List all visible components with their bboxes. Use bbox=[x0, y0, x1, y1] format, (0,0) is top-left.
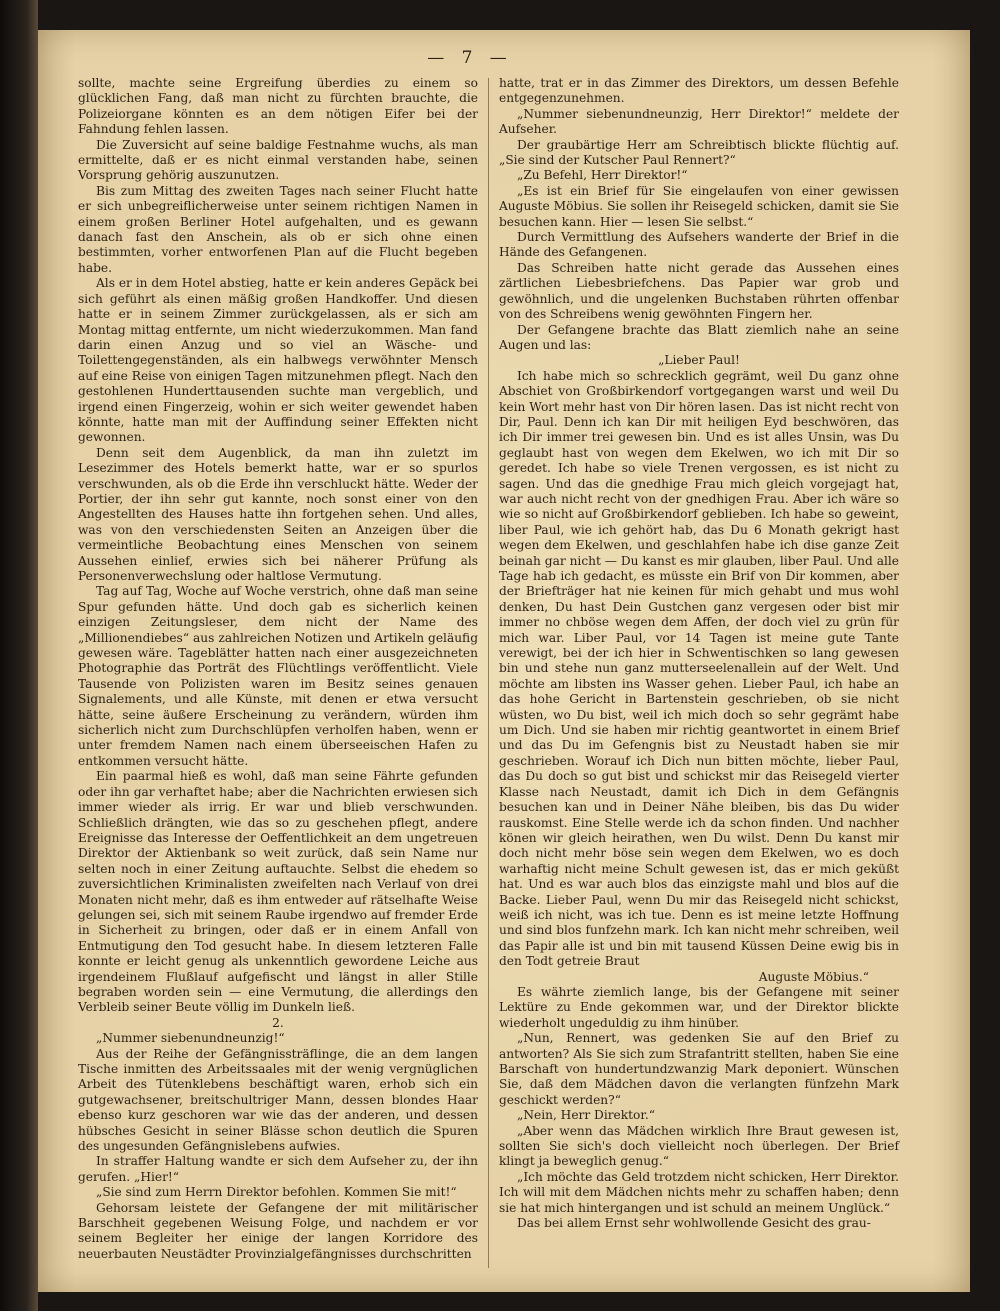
book-spine bbox=[0, 0, 38, 1311]
paragraph: „Nummer siebenundneunzig, Herr Direktor!“ meldete der Aufseher. bbox=[499, 106, 899, 137]
paragraph: Bis zum Mittag des zweiten Tages nach seiner Flucht hatte er sich unbegreiflicherweise unter seinem richtigen Namen in einem großen Berliner Hotel aufgehalten, und es gewann danach fast den Anschein, als ob er sich ohne einen bestimmten, vorher entworfenen Plan auf die Flucht begeben habe. bbox=[78, 183, 478, 275]
paragraph: Tag auf Tag, Woche auf Woche verstrich, ohne daß man seine Spur gefunden hätte. Und doch gab es sicherlich keinen einzigen Zeitungsleser, dem nicht der Name des „Millionendiebes“ aus zahlreichen Notizen und Artikeln geläufig gewesen wäre. Tageblätter hatten nach einer ausgezeichneten Photographie das Porträt des Flüchtlings veröffentlicht. Viele Tausende von Polizisten waren im Besitz seines genauen Signalements, und alle Künste, mit denen er etwa versucht hätte, seine äußere Erscheinung zu verändern, würden ihm sicherlich nicht zum Durchschlüpfen verholfen haben, wenn er unter fremdem Namen nach einem überseeischen Hafen zu entkommen versucht hätte. bbox=[78, 584, 478, 768]
paragraph: Als er in dem Hotel abstieg, hatte er kein anderes Gepäck bei sich geführt als einen mäßig großen Handkoffer. Und diesen hatte er in seinem Zimmer zurückgelassen, als er sich am Montag mittag entfernte, um nicht wiederzukommen. Man fand darin einen Anzug und so viel an Wäsche- und Toilettengegenständen, als ein halbwegs verwöhnter Mensch auf eine Reise von einigen Tagen mitzunehmen pflegt. Nach den gestohlenen Hunderttausenden suchte man vergeblich, und irgend einen Fingerzeig, wohin er sich weiter gewendet haben könnte, hatte man mit der Auffindung seiner Effekten nicht gewonnen. bbox=[78, 276, 478, 445]
paragraph: Ein paarmal hieß es wohl, daß man seine Fährte gefunden oder ihn gar verhaftet habe; aber die Nachrichten erwiesen sich immer wieder als irrig. Er war und blieb verschwunden. Schließlich drängten, wie das so zu geschehen pflegt, andere Ereignisse das Interesse der Oeffentlichkeit an dem ungetreuen Direktor der Aktienbank so weit zurück, daß sein Name nur selten noch in einer Zeitung auftauchte. Selbst die ehedem so zuversichtlichen Kriminalisten zweifelten nach Verlauf von drei Monaten nicht mehr, daß es ihm entweder auf rätselhafte Weise gelungen sei, sich mit seinem Raube irgendwo auf fremder Erde in Sicherheit zu bringen, oder daß er in einem Anfall von Entmutigung den Tod gesucht habe. In diesem letzteren Falle konnte er leicht genug als unkenntlich gewordene Leiche aus irgendeinem Flußlauf aufgefischt und längst in aller Stille begraben worden sein — eine Vermutung, die allerdings den Verbleib seiner Beute völlig im Dunkeln ließ. bbox=[78, 769, 478, 1015]
paragraph: „Ich möchte das Geld trotzdem nicht schicken, Herr Direktor. Ich will mit dem Mädchen nichts mehr zu schaffen haben; denn sie hat mich hintergangen und ist schuld an meinem Unglück.“ bbox=[499, 1169, 899, 1215]
letter-salutation: „Lieber Paul! bbox=[658, 353, 740, 368]
paragraph: Der Gefangene brachte das Blatt ziemlich nahe an seine Augen und las: bbox=[499, 322, 899, 352]
paragraph: Das Schreiben hatte nicht gerade das Aussehen eines zärtlichen Liebesbriefchens. Das Papier war grob und gewöhnlich, und die ungelenken Buchstaben rührten offenbar von des Schreibens wenig gewöhnten Fingern her. bbox=[499, 260, 899, 322]
paragraph: „Nein, Herr Direktor.“ bbox=[517, 1108, 655, 1123]
paragraph: Es währte ziemlich lange, bis der Gefangene mit seiner Lektüre zu Ende gekommen war, und der Direktor blickte wiederholt ungeduldig zu ihm hinüber. bbox=[499, 984, 899, 1030]
letter-signature: Auguste Möbius.“ bbox=[758, 969, 869, 984]
paragraph: „Zu Befehl, Herr Direktor!“ bbox=[517, 168, 688, 183]
paragraph: hatte, trat er in das Zimmer des Direktors, um dessen Befehle entgegenzunehmen. bbox=[499, 76, 899, 106]
paragraph: „Es ist ein Brief für Sie eingelaufen von einer gewissen Auguste Möbius. Sie sollen ihr Reisegeld schicken, damit sie Sie besuchen kann. Hier — lesen Sie selbst.“ bbox=[499, 183, 899, 229]
paragraph: Denn seit dem Augenblick, da man ihn zuletzt im Lesezimmer des Hotels bemerkt hatte, war er so spurlos verschwunden, als ob die Erde ihn verschluckt hätte. Weder der Portier, der ihn sehr gut kannte, noch sonst einer von den Angestellten des Hauses hatte ihn fortgehen sehen. Und alles, was von den verschiedensten Seiten an Anzeigen über die vermeintliche Beobachtung eines Menschen von seinem Aussehen einlief, erwies sich bei näherer Prüfung als Personenverwechslung oder haltlose Vermutung. bbox=[78, 445, 478, 583]
paragraph: Durch Vermittlung des Aufsehers wanderte der Brief in die Hände des Gefangenen. bbox=[499, 230, 899, 260]
paragraph: Der graubärtige Herr am Schreibtisch blickte flüchtig auf. „Sie sind der Kutscher Paul Rennert?“ bbox=[499, 137, 899, 168]
paragraph: sollte, machte seine Ergreifung überdies zu einem so glücklichen Fang, daß man nicht zu fürchten brauchte, die Polizeiorgane könnten es an dem nötigen Eifer bei der Fahndung fehlen lassen. bbox=[78, 76, 478, 137]
section-number: 2. bbox=[272, 1015, 284, 1030]
right-column bbox=[499, 76, 899, 1231]
paragraph: Das bei allem Ernst sehr wohlwollende Gesicht des grau- bbox=[517, 1216, 871, 1231]
column-divider bbox=[488, 78, 489, 1268]
paragraph: Die Zuversicht auf seine baldige Festnahme wuchs, als man ermittelte, daß er es nicht einmal verstanden habe, seinen Vorsprung gehörig auszunutzen. bbox=[78, 137, 478, 183]
paragraph: Gehorsam leistete der Gefangene der mit militärischer Barschheit gegebenen Weisung Folge, und nachdem er vor seinem Begleiter her einige der langen Korridore des neuerbauten Neustädter Provinzialgefängnisses durchschritten bbox=[78, 1200, 478, 1261]
left-column bbox=[78, 76, 478, 1262]
paragraph: Aus der Reihe der Gefängnissträflinge, die an dem langen Tische inmitten des Arbeitssaales mit der wenig vergnüglichen Arbeit des Tütenklebens beschäftigt waren, erhob sich ein gutgewachsener, breitschultriger Mann, dessen blondes Haar ebenso kurz geschoren war wie das der anderen, und dessen hübsches Gesicht in seiner Blässe schon deutlich die Spuren des ungesunden Gefängnislebens aufwies. bbox=[78, 1046, 478, 1154]
paragraph: „Nun, Rennert, was gedenken Sie auf den Brief zu antworten? Als Sie sich zum Strafantritt stellten, haben Sie eine Barschaft von hundertundzwanzig Mark deponiert. Wünschen Sie, daß dem Mädchen davon die verlangten fünfzehn Mark geschickt werden?“ bbox=[499, 1031, 899, 1107]
paragraph: „Aber wenn das Mädchen wirklich Ihre Braut gewesen ist, sollten Sie sich's doch vielleicht noch überlegen. Der Brief klingt ja beweglich genug.“ bbox=[499, 1123, 899, 1169]
letter-body: Ich habe mich so schrecklich gegrämt, weil Du ganz ohne Abschiet von Großbirkendorf vortgegangen warst und weil Du kein Wort mehr hast von Dir hören lasen. Das ist nicht recht von Dir, Paul. Denn ich kan Dir mit heiligen Eyd beschwören, das ich Dir immer trei gewesen bin. Und es ist alles Unsin, was Du geglaubt hast von wegen dem Ekelwen, wo ich mit Dir so geredet. Ich habe so viele Trenen vergossen, es ist nicht zu sagen. Und das die gnedhige Frau mich gleich vorgejagt hat, war auch nicht recht von der gnedhigen Frau. Aber ich wäre so wie so nicht auf Großbirkendorf geblieben. Ich habe so geweint, liber Paul, wie ich gehört hab, das Du 6 Monath gekrigt hast wegen dem Ekelwen, und geschlahfen habe ich dise ganze Zeit beinah gar nicht — Du kanst es mir glauben, liber Paul. Und alle Tage hab ich gedacht, es müsste ein Brif von Dir kommen, aber der Briefträger hat nie keinen für mich gehabt und mus wohl denken, Du hast Dein Gustchen ganz vergesen oder bist mir immer no chböse wegen dem Affen, der doch viel zu grün für mich war. Liber Paul, vor 14 Tagen ist meine gute Tante verewigt, bei der ich hier in Schwentischken so lang gewesen bin und stehe nun ganz mutterseelenallein auf der Welt. Und möchte am libsten ins Wasser gehen. Lieber Paul, ich habe an das hohe Gericht in Bartenstein geschrieben, ob sie nicht wüsten, wo Du bist, weil ich mich doch so sehr gegrämt habe um Dich. Und sie haben mir richtig geantwortet in einem Brief und das Du im Gefengnis bist zu Neustadt haben sie mir geschrieben. Worauf ich Dich nun bitten möchte, lieber Paul, das Du doch so gut bist und schickst mir das Reisegeld vierter Klasse nach Neustadt, damit ich Dich in dem Gefängnis besuchen kan und in Deiner Nähe bleiben, bis das Du wider rauskomst. Eine Stelle werde ich da schon finden. Und nachher könen wir gleich heirathen, wen Du wilst. Denn Du kanst mir doch nicht mehr böse sein wegen dem Ekelwen, wo es doch warhaftig nicht meine Schult gewesen ist, das er mich geküßt hat. Und es war auch blos das einzigste mahl und blos auf die Backe. Lieber Paul, wenn Du mir das Reisegeld nicht schickst, weiß ich nicht, was ich tue. Denn es ist meine letzte Hoffnung und sind blos funfzehn mark. Ich kan nicht mehr schreiben, weil das Papir alle ist und bin mit tausend Küssen Deine ewig bis in den Todt getreie Braut bbox=[499, 368, 899, 969]
page-number: — 7 — bbox=[427, 48, 513, 68]
paragraph: In straffer Haltung wandte er sich dem Aufseher zu, der ihn gerufen. „Hier!“ bbox=[78, 1154, 478, 1184]
paragraph: „Sie sind zum Herrn Direktor befohlen. Kommen Sie mit!“ bbox=[96, 1185, 457, 1200]
paragraph: „Nummer siebenundneunzig!“ bbox=[96, 1031, 285, 1046]
